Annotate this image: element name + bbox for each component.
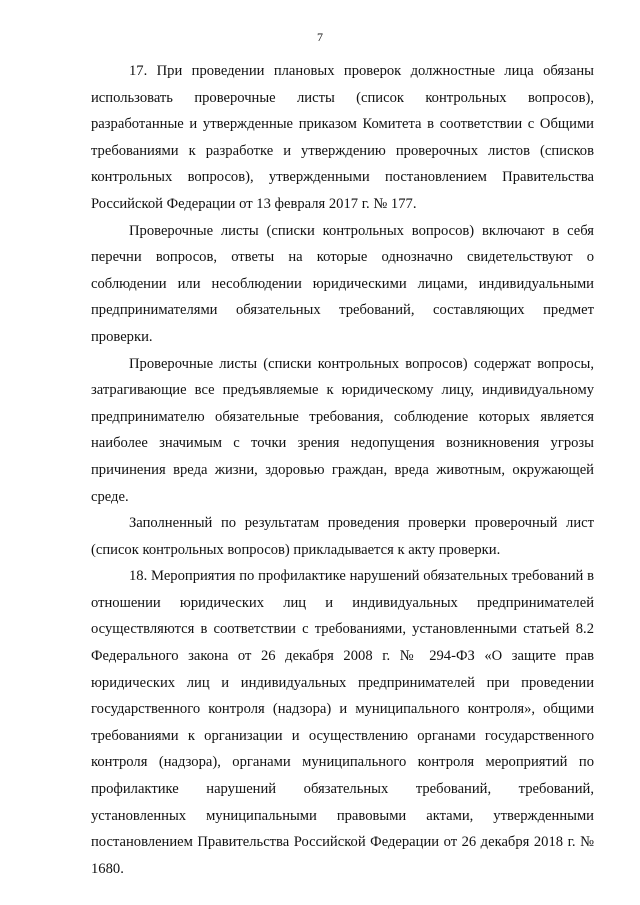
paragraph-checklist-attachment: Заполненный по результатам проведения проверки проверочный лист (список контрольных вопросов) прикладывается к акту проверки. [91,515,594,558]
paragraph-checklist-questions: Проверочные листы (списки контрольных вопросов) содержат вопросы, затрагивающие все предъявляемые к юридическому лицу, индивидуальному предпринимателю обязательные требования, соблюдение которых является наиболее значимым с точки зрения недопущения возникновения угрозы причинения вреда жизни, здоровью граждан, вреда животным, окружающей среде. [91,355,594,505]
paragraph-checklist-contents: Проверочные листы (списки контрольных вопросов) включают в себя перечни вопросов, ответы на которые однозначно свидетельствуют о соблюдении или несоблюдении юридическими лицами, индивидуальными предпринимателями обязательных требований, составляющих предмет проверки. [91,222,594,345]
paragraph-17-inspection-checklists: 17. При проведении плановых проверок должностные лица обязаны использовать проверочные листы (список контрольных вопросов), разработанные и утвержденные приказом Комитета в соответствии с Общими требованиями к разработке и утверждению проверочных листов (списков контрольных вопросов), утвержденными постановлением Правительства Российской Федерации от 13 февраля 2017 г. № 177. [91,63,594,212]
document-body [91,58,594,882]
paragraph-18-prevention-measures: 18. Мероприятия по профилактике нарушений обязательных требований в отношении юридических лиц и индивидуальных предпринимателей осуществляются в соответствии с требованиями, установленными статьей 8.2 Федерального закона от 26 декабря 2008 г. № 294-ФЗ «О защите прав юридических лиц и индивидуальных предпринимателей при проведении государственного контроля (надзора) и муниципального контроля», общими требованиями к организации и осуществлению органами государственного контроля (надзора), органами муниципального контроля мероприятий по профилактике нарушений обязательных требований, требований, установленных муниципальными правовыми актами, утвержденными постановлением Правительства Российской Федерации от 26 декабря 2018 г. № 1680. [91,568,594,877]
page-number: 7 [317,30,323,44]
